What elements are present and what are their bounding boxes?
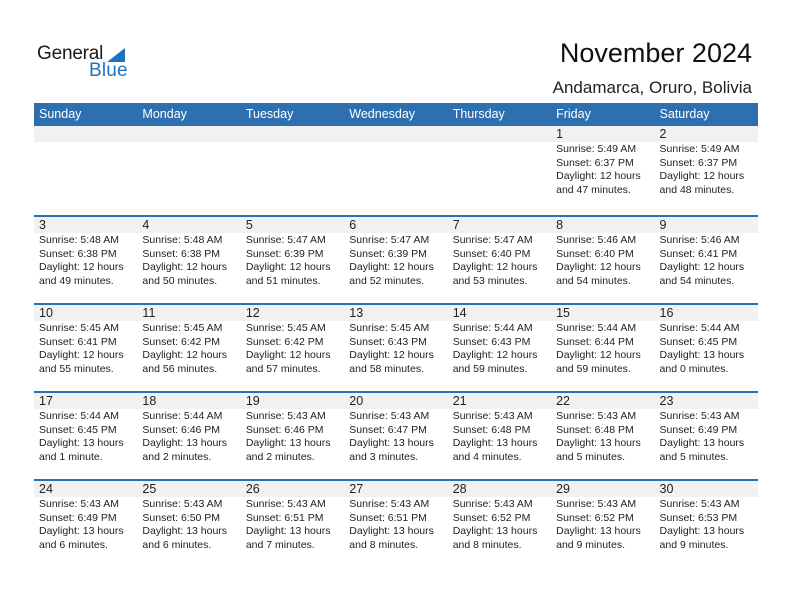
weekday-sunday: Sunday bbox=[39, 107, 82, 121]
logo-general-text: General bbox=[37, 43, 104, 64]
sunset-text: Sunset: 6:45 PM bbox=[659, 335, 738, 348]
day-cell bbox=[655, 321, 758, 376]
day-cell bbox=[551, 233, 654, 288]
sunset-text: Sunset: 6:49 PM bbox=[39, 511, 117, 524]
day-number: 24 bbox=[39, 482, 53, 496]
sunset-text: Sunset: 6:49 PM bbox=[659, 423, 738, 436]
daylight-text: Daylight: 12 hours bbox=[142, 261, 228, 273]
day-number: 19 bbox=[245, 394, 260, 408]
minutes-text: and 59 minutes. bbox=[556, 362, 631, 375]
daylight-text: Daylight: 13 hours bbox=[39, 525, 124, 537]
day-cell bbox=[344, 233, 447, 288]
calendar-week bbox=[34, 215, 758, 303]
day-cell bbox=[241, 497, 344, 552]
day-number bbox=[137, 126, 240, 142]
page-title: November 2024 bbox=[559, 38, 752, 68]
daylight-text: Daylight: 12 hours bbox=[39, 349, 124, 361]
sunset-text: Sunset: 6:48 PM bbox=[556, 423, 634, 436]
day-cell bbox=[241, 409, 344, 464]
day-cell bbox=[448, 233, 551, 288]
sunset-text: Sunset: 6:41 PM bbox=[659, 247, 738, 260]
sunrise-text: Sunrise: 5:47 AM bbox=[452, 234, 533, 246]
day-cell bbox=[344, 142, 447, 197]
minutes-text: and 54 minutes. bbox=[556, 274, 631, 287]
daylight-text: Daylight: 13 hours bbox=[556, 437, 641, 449]
day-number: 29 bbox=[556, 482, 571, 496]
sunrise-text: Sunrise: 5:43 AM bbox=[556, 410, 637, 422]
minutes-text: and 6 minutes. bbox=[142, 538, 212, 551]
sunrise-text: Sunrise: 5:44 AM bbox=[142, 410, 223, 422]
location-subtitle: Andamarca, Oruro, Bolivia bbox=[552, 78, 752, 97]
daylight-text: Daylight: 12 hours bbox=[142, 349, 228, 361]
day-number bbox=[344, 126, 447, 142]
daylight-text: Daylight: 13 hours bbox=[452, 437, 538, 449]
minutes-text: and 52 minutes. bbox=[349, 274, 424, 287]
minutes-text: and 53 minutes. bbox=[452, 274, 528, 287]
daylight-text: Daylight: 12 hours bbox=[245, 349, 331, 361]
daylight-text: Daylight: 12 hours bbox=[452, 261, 538, 273]
sunset-text: Sunset: 6:37 PM bbox=[659, 156, 738, 169]
day-number: 16 bbox=[659, 306, 674, 320]
sunrise-text: Sunrise: 5:48 AM bbox=[39, 234, 119, 246]
weekday-thursday: Thursday bbox=[452, 107, 505, 121]
minutes-text: and 48 minutes. bbox=[659, 183, 735, 196]
day-cell bbox=[241, 142, 344, 197]
minutes-text: and 50 minutes. bbox=[142, 274, 218, 287]
daylight-text: Daylight: 12 hours bbox=[39, 261, 124, 273]
info-row bbox=[34, 321, 758, 376]
daylight-text: Daylight: 12 hours bbox=[556, 170, 641, 182]
date-row bbox=[34, 393, 758, 409]
sunrise-text: Sunrise: 5:43 AM bbox=[349, 498, 430, 510]
day-cell bbox=[137, 142, 240, 197]
sunrise-text: Sunrise: 5:44 AM bbox=[452, 322, 533, 334]
sunset-text: Sunset: 6:39 PM bbox=[349, 247, 427, 260]
sunset-text: Sunset: 6:40 PM bbox=[452, 247, 531, 260]
daylight-text: Daylight: 13 hours bbox=[39, 437, 124, 449]
day-cell bbox=[241, 321, 344, 376]
sunset-text: Sunset: 6:51 PM bbox=[245, 511, 324, 524]
sunset-text: Sunset: 6:52 PM bbox=[556, 511, 634, 524]
info-row bbox=[34, 233, 758, 288]
sunrise-text: Sunrise: 5:43 AM bbox=[452, 498, 533, 510]
weekday-saturday: Saturday bbox=[659, 107, 710, 121]
calendar-weeks bbox=[34, 126, 758, 567]
info-row bbox=[34, 142, 758, 197]
sunset-text: Sunset: 6:43 PM bbox=[349, 335, 427, 348]
date-row bbox=[34, 126, 758, 142]
day-number: 5 bbox=[245, 218, 253, 232]
daylight-text: Daylight: 13 hours bbox=[556, 525, 641, 537]
sunrise-text: Sunrise: 5:46 AM bbox=[659, 234, 740, 246]
minutes-text: and 6 minutes. bbox=[39, 538, 108, 551]
daylight-text: Daylight: 13 hours bbox=[452, 525, 538, 537]
sunrise-text: Sunrise: 5:45 AM bbox=[349, 322, 430, 334]
sunset-text: Sunset: 6:47 PM bbox=[349, 423, 427, 436]
info-row bbox=[34, 409, 758, 464]
day-number: 11 bbox=[142, 306, 156, 320]
date-row bbox=[34, 305, 758, 321]
minutes-text: and 54 minutes. bbox=[659, 274, 735, 287]
daylight-text: Daylight: 13 hours bbox=[349, 525, 434, 537]
sunrise-text: Sunrise: 5:43 AM bbox=[556, 498, 637, 510]
sunrise-text: Sunrise: 5:43 AM bbox=[245, 410, 326, 422]
logo-blue-text: Blue bbox=[89, 60, 128, 81]
day-number bbox=[34, 126, 137, 142]
sunset-text: Sunset: 6:46 PM bbox=[142, 423, 221, 436]
sunrise-text: Sunrise: 5:47 AM bbox=[245, 234, 326, 246]
sunrise-text: Sunrise: 5:48 AM bbox=[142, 234, 223, 246]
day-number: 7 bbox=[452, 218, 460, 232]
minutes-text: and 9 minutes. bbox=[659, 538, 729, 551]
sunset-text: Sunset: 6:46 PM bbox=[245, 423, 324, 436]
calendar-week bbox=[34, 391, 758, 479]
day-number: 10 bbox=[39, 306, 53, 320]
minutes-text: and 8 minutes. bbox=[452, 538, 522, 551]
daylight-text: Daylight: 13 hours bbox=[245, 437, 331, 449]
day-number: 4 bbox=[142, 218, 150, 232]
logo bbox=[37, 43, 137, 83]
day-cell bbox=[344, 321, 447, 376]
day-number: 17 bbox=[39, 394, 53, 408]
day-cell bbox=[34, 497, 137, 552]
day-number: 9 bbox=[659, 218, 667, 232]
sunrise-text: Sunrise: 5:45 AM bbox=[39, 322, 119, 334]
day-cell bbox=[448, 497, 551, 552]
sunrise-text: Sunrise: 5:43 AM bbox=[349, 410, 430, 422]
sunset-text: Sunset: 6:41 PM bbox=[39, 335, 117, 348]
day-number: 22 bbox=[556, 394, 571, 408]
day-cell bbox=[241, 233, 344, 288]
day-cell bbox=[137, 321, 240, 376]
day-cell bbox=[655, 233, 758, 288]
daylight-text: Daylight: 12 hours bbox=[556, 261, 641, 273]
sunrise-text: Sunrise: 5:44 AM bbox=[556, 322, 637, 334]
sunset-text: Sunset: 6:42 PM bbox=[245, 335, 324, 348]
sunrise-text: Sunrise: 5:43 AM bbox=[452, 410, 533, 422]
calendar bbox=[34, 103, 758, 567]
weekday-header bbox=[34, 103, 758, 126]
minutes-text: and 9 minutes. bbox=[556, 538, 625, 551]
day-cell bbox=[344, 409, 447, 464]
sunrise-text: Sunrise: 5:49 AM bbox=[659, 143, 740, 155]
day-number: 2 bbox=[659, 127, 667, 141]
sunrise-text: Sunrise: 5:47 AM bbox=[349, 234, 430, 246]
minutes-text: and 3 minutes. bbox=[349, 450, 419, 463]
sunrise-text: Sunrise: 5:46 AM bbox=[556, 234, 637, 246]
day-cell bbox=[448, 142, 551, 197]
daylight-text: Daylight: 12 hours bbox=[452, 349, 538, 361]
sunrise-text: Sunrise: 5:43 AM bbox=[142, 498, 223, 510]
daylight-text: Daylight: 13 hours bbox=[142, 437, 228, 449]
day-number: 6 bbox=[349, 218, 357, 232]
sunset-text: Sunset: 6:39 PM bbox=[245, 247, 324, 260]
day-cell bbox=[34, 233, 137, 288]
calendar-week bbox=[34, 479, 758, 567]
sunset-text: Sunset: 6:44 PM bbox=[556, 335, 634, 348]
daylight-text: Daylight: 12 hours bbox=[349, 349, 434, 361]
day-number: 1 bbox=[556, 127, 564, 141]
day-cell bbox=[137, 409, 240, 464]
calendar-week bbox=[34, 126, 758, 215]
calendar-week bbox=[34, 303, 758, 391]
day-number bbox=[448, 126, 551, 142]
minutes-text: and 2 minutes. bbox=[142, 450, 212, 463]
minutes-text: and 47 minutes. bbox=[556, 183, 631, 196]
info-row bbox=[34, 497, 758, 552]
sunrise-text: Sunrise: 5:45 AM bbox=[245, 322, 326, 334]
sunset-text: Sunset: 6:52 PM bbox=[452, 511, 531, 524]
daylight-text: Daylight: 12 hours bbox=[659, 261, 745, 273]
weekday-friday: Friday bbox=[556, 107, 591, 121]
day-number: 13 bbox=[349, 306, 364, 320]
day-number: 27 bbox=[349, 482, 364, 496]
sunset-text: Sunset: 6:42 PM bbox=[142, 335, 221, 348]
sunset-text: Sunset: 6:37 PM bbox=[556, 156, 634, 169]
daylight-text: Daylight: 12 hours bbox=[556, 349, 641, 361]
sunset-text: Sunset: 6:38 PM bbox=[39, 247, 117, 260]
sunrise-text: Sunrise: 5:43 AM bbox=[39, 498, 119, 510]
weekday-monday: Monday bbox=[142, 107, 187, 121]
sunrise-text: Sunrise: 5:49 AM bbox=[556, 143, 637, 155]
minutes-text: and 1 minute. bbox=[39, 450, 103, 463]
day-cell bbox=[34, 409, 137, 464]
day-cell bbox=[551, 142, 654, 197]
minutes-text: and 57 minutes. bbox=[245, 362, 321, 375]
day-number: 20 bbox=[349, 394, 364, 408]
minutes-text: and 56 minutes. bbox=[142, 362, 218, 375]
daylight-text: Daylight: 12 hours bbox=[659, 170, 745, 182]
day-number: 25 bbox=[142, 482, 157, 496]
day-number: 21 bbox=[452, 394, 467, 408]
day-number: 12 bbox=[245, 306, 260, 320]
daylight-text: Daylight: 13 hours bbox=[142, 525, 228, 537]
sunset-text: Sunset: 6:48 PM bbox=[452, 423, 531, 436]
minutes-text: and 59 minutes. bbox=[452, 362, 528, 375]
day-cell bbox=[655, 497, 758, 552]
day-cell bbox=[34, 142, 137, 197]
sunrise-text: Sunrise: 5:44 AM bbox=[659, 322, 740, 334]
minutes-text: and 7 minutes. bbox=[245, 538, 315, 551]
sunset-text: Sunset: 6:45 PM bbox=[39, 423, 117, 436]
day-number: 23 bbox=[659, 394, 674, 408]
minutes-text: and 51 minutes. bbox=[245, 274, 321, 287]
day-number: 30 bbox=[659, 482, 674, 496]
day-cell bbox=[551, 409, 654, 464]
sunset-text: Sunset: 6:40 PM bbox=[556, 247, 634, 260]
sunset-text: Sunset: 6:50 PM bbox=[142, 511, 221, 524]
date-row bbox=[34, 217, 758, 233]
minutes-text: and 5 minutes. bbox=[659, 450, 729, 463]
daylight-text: Daylight: 13 hours bbox=[659, 437, 745, 449]
minutes-text: and 49 minutes. bbox=[39, 274, 114, 287]
minutes-text: and 0 minutes. bbox=[659, 362, 729, 375]
sunrise-text: Sunrise: 5:43 AM bbox=[245, 498, 326, 510]
day-cell bbox=[137, 233, 240, 288]
sunset-text: Sunset: 6:51 PM bbox=[349, 511, 427, 524]
minutes-text: and 2 minutes. bbox=[245, 450, 315, 463]
weekday-wednesday: Wednesday bbox=[349, 107, 416, 121]
minutes-text: and 5 minutes. bbox=[556, 450, 625, 463]
sunrise-text: Sunrise: 5:45 AM bbox=[142, 322, 223, 334]
sunset-text: Sunset: 6:53 PM bbox=[659, 511, 738, 524]
sunrise-text: Sunrise: 5:43 AM bbox=[659, 410, 740, 422]
day-number: 14 bbox=[452, 306, 467, 320]
day-number bbox=[241, 126, 344, 142]
day-cell bbox=[448, 321, 551, 376]
daylight-text: Daylight: 13 hours bbox=[659, 349, 745, 361]
day-number: 15 bbox=[556, 306, 571, 320]
date-row bbox=[34, 481, 758, 497]
sunrise-text: Sunrise: 5:44 AM bbox=[39, 410, 119, 422]
minutes-text: and 4 minutes. bbox=[452, 450, 522, 463]
minutes-text: and 58 minutes. bbox=[349, 362, 424, 375]
day-cell bbox=[137, 497, 240, 552]
day-number: 18 bbox=[142, 394, 157, 408]
day-number: 3 bbox=[39, 218, 46, 232]
daylight-text: Daylight: 12 hours bbox=[245, 261, 331, 273]
day-number: 26 bbox=[245, 482, 260, 496]
daylight-text: Daylight: 12 hours bbox=[349, 261, 434, 273]
sunset-text: Sunset: 6:38 PM bbox=[142, 247, 221, 260]
daylight-text: Daylight: 13 hours bbox=[659, 525, 745, 537]
weekday-tuesday: Tuesday bbox=[245, 107, 294, 121]
day-cell bbox=[344, 497, 447, 552]
sunset-text: Sunset: 6:43 PM bbox=[452, 335, 531, 348]
minutes-text: and 8 minutes. bbox=[349, 538, 419, 551]
day-cell bbox=[655, 142, 758, 197]
sunrise-text: Sunrise: 5:43 AM bbox=[659, 498, 740, 510]
day-cell bbox=[34, 321, 137, 376]
day-number: 28 bbox=[452, 482, 467, 496]
day-cell bbox=[655, 409, 758, 464]
day-cell bbox=[551, 497, 654, 552]
daylight-text: Daylight: 13 hours bbox=[245, 525, 331, 537]
minutes-text: and 55 minutes. bbox=[39, 362, 114, 375]
day-cell bbox=[551, 321, 654, 376]
day-cell bbox=[448, 409, 551, 464]
daylight-text: Daylight: 13 hours bbox=[349, 437, 434, 449]
day-number: 8 bbox=[556, 218, 564, 232]
